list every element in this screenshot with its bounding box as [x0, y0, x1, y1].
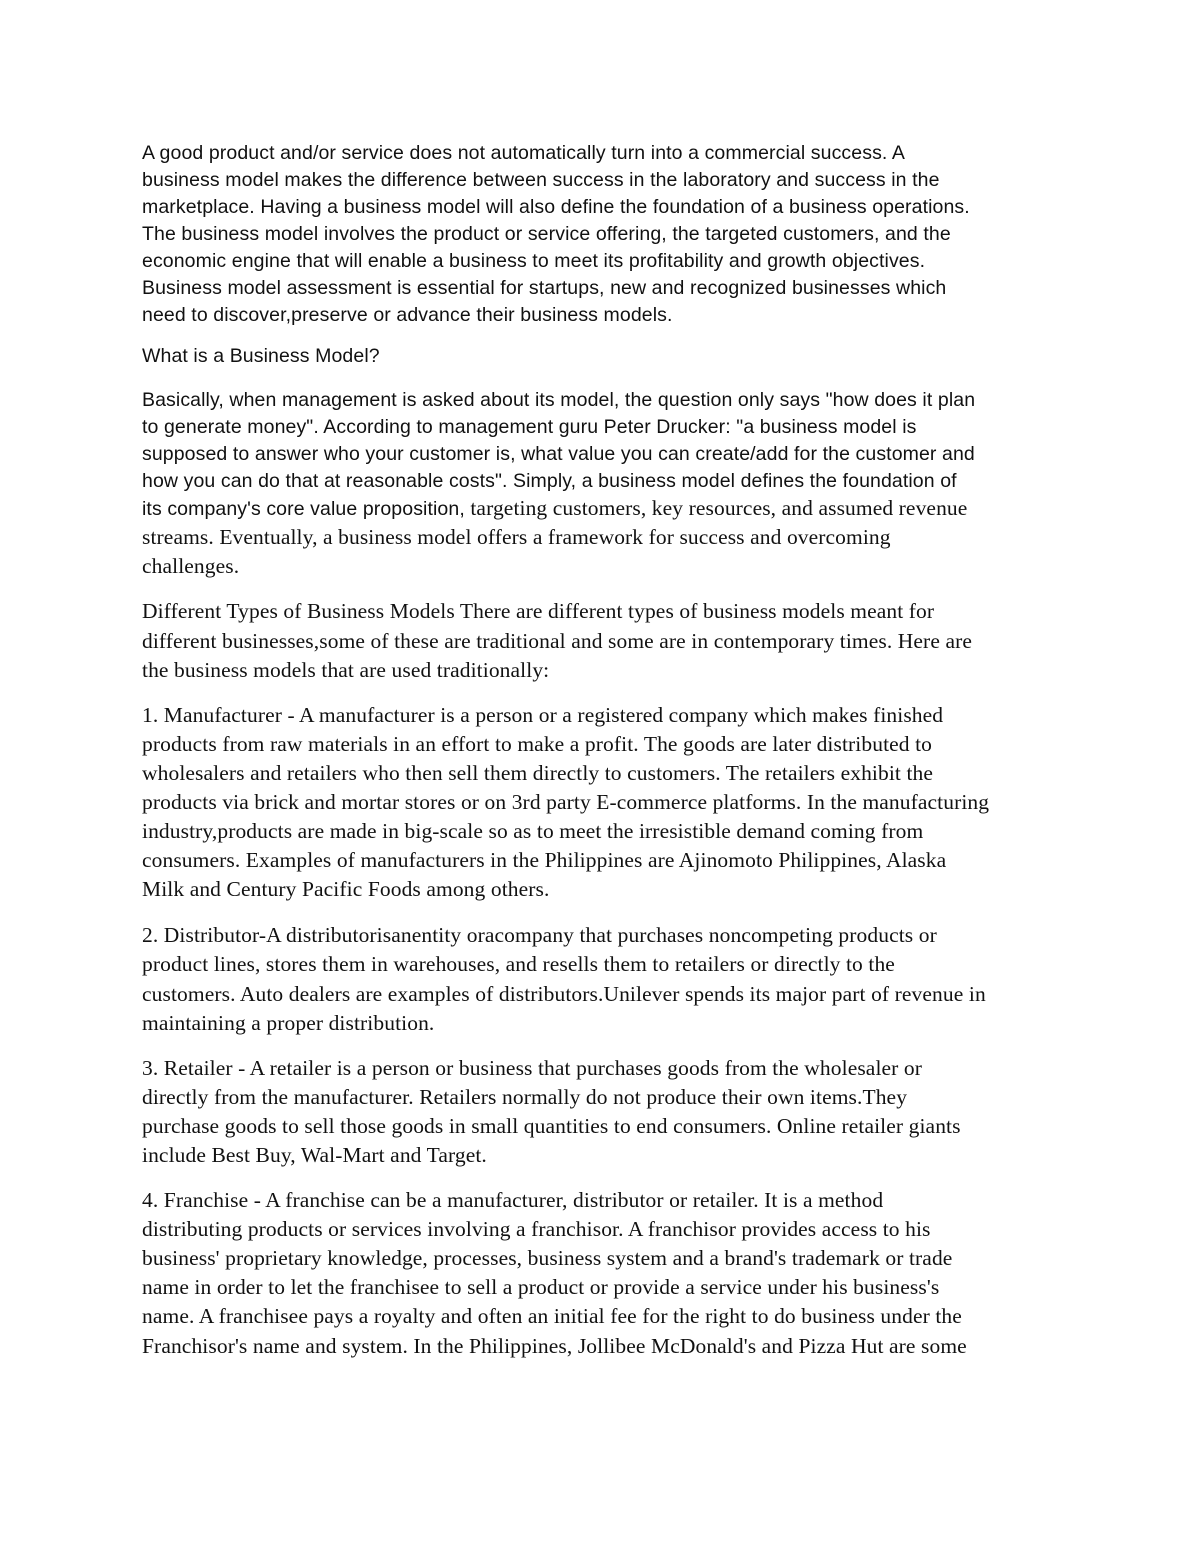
retailer-line: directly from the manufacturer. Retailers normally do not produce their own items.They: [142, 1085, 908, 1109]
intro-line: marketplace. Having a business model will also define the foundation of a business operations.: [142, 196, 970, 218]
distributor-line: customers. Auto dealers are examples of distributors.Unilever spends its major part of revenue in: [142, 982, 986, 1006]
intro-line: economic engine that will enable a business to meet its profitability and growth objectives.: [142, 250, 926, 272]
definition-line-mixed: [142, 496, 967, 521]
manufacturer-line: products from raw materials in an effort to make a profit. The goods are later distributed to: [142, 732, 933, 756]
franchise-line: Franchisor's name and system. In the Philippines, Jollibee McDonald's and Pizza Hut are some: [142, 1334, 967, 1358]
types-line: Different Types of Business Models There are different types of business models meant for: [142, 599, 935, 623]
distributor-line: 2. Distributor-A distributorisanentity oracompany that purchases noncompeting products or: [142, 923, 937, 947]
definition-line: challenges.: [142, 554, 240, 578]
franchise-line: distributing products or services involving a franchisor. A franchisor provides access to his: [142, 1217, 931, 1241]
definition-line: how you can do that at reasonable costs". Simply, a business model defines the foundation of: [142, 470, 957, 492]
manufacturer-line: industry,products are made in big-scale so as to meet the irresistible demand coming from: [142, 819, 924, 843]
franchise-line: name. A franchisee pays a royalty and often an initial fee for the right to do business under the: [142, 1304, 962, 1328]
intro-line: business model makes the difference between success in the laboratory and success in the: [142, 169, 940, 191]
manufacturer-line: wholesalers and retailers who then sell them directly to customers. The retailers exhibit the: [142, 761, 934, 785]
distributor-line: maintaining a proper distribution.: [142, 1011, 435, 1035]
section-heading: What is a Business Model?: [142, 345, 380, 367]
intro-line: The business model involves the product or service offering, the targeted customers, and the: [142, 223, 951, 245]
definition-line: supposed to answer who your customer is, what value you can create/add for the customer and: [142, 443, 975, 465]
intro-line: need to discover,preserve or advance their business models.: [142, 304, 673, 326]
definition-line: Basically, when management is asked about its model, the question only says "how does it plan: [142, 389, 976, 411]
franchise-line: 4. Franchise - A franchise can be a manufacturer, distributor or retailer. It is a method: [142, 1188, 884, 1212]
types-line: the business models that are used traditionally:: [142, 658, 550, 682]
retailer-line: include Best Buy, Wal-Mart and Target.: [142, 1143, 487, 1167]
retailer-line: 3. Retailer - A retailer is a person or business that purchases goods from the wholesaler or: [142, 1056, 923, 1080]
manufacturer-line: 1. Manufacturer - A manufacturer is a person or a registered company which makes finished: [142, 703, 944, 727]
manufacturer-line: consumers. Examples of manufacturers in the Philippines are Ajinomoto Philippines, Alaska: [142, 848, 947, 872]
distributor-line: product lines, stores them in warehouses, and resells them to retailers or directly to the: [142, 952, 895, 976]
manufacturer-line: Milk and Century Pacific Foods among others.: [142, 877, 550, 901]
definition-line-serif-part: targeting customers, key resources, and assumed revenue: [470, 496, 968, 520]
retailer-line: purchase goods to sell those goods in small quantities to end consumers. Online retailer giants: [142, 1114, 961, 1138]
definition-line: to generate money". According to management guru Peter Drucker: "a business model is: [142, 416, 917, 438]
definition-line-sans-part: its company's core value proposition,: [142, 498, 471, 520]
manufacturer-line: products via brick and mortar stores or on 3rd party E-commerce platforms. In the manufacturing: [142, 790, 990, 814]
intro-line: Business model assessment is essential for startups, new and recognized businesses which: [142, 277, 947, 299]
intro-line: A good product and/or service does not automatically turn into a commercial success. A: [142, 142, 905, 164]
types-line: different businesses,some of these are traditional and some are in contemporary times. Here are: [142, 629, 972, 653]
franchise-line: business' proprietary knowledge, processes, business system and a brand's trademark or trade: [142, 1246, 953, 1270]
definition-line: streams. Eventually, a business model offers a framework for success and overcoming: [142, 525, 891, 549]
franchise-line: name in order to let the franchisee to sell a product or provide a service under his business's: [142, 1275, 940, 1299]
